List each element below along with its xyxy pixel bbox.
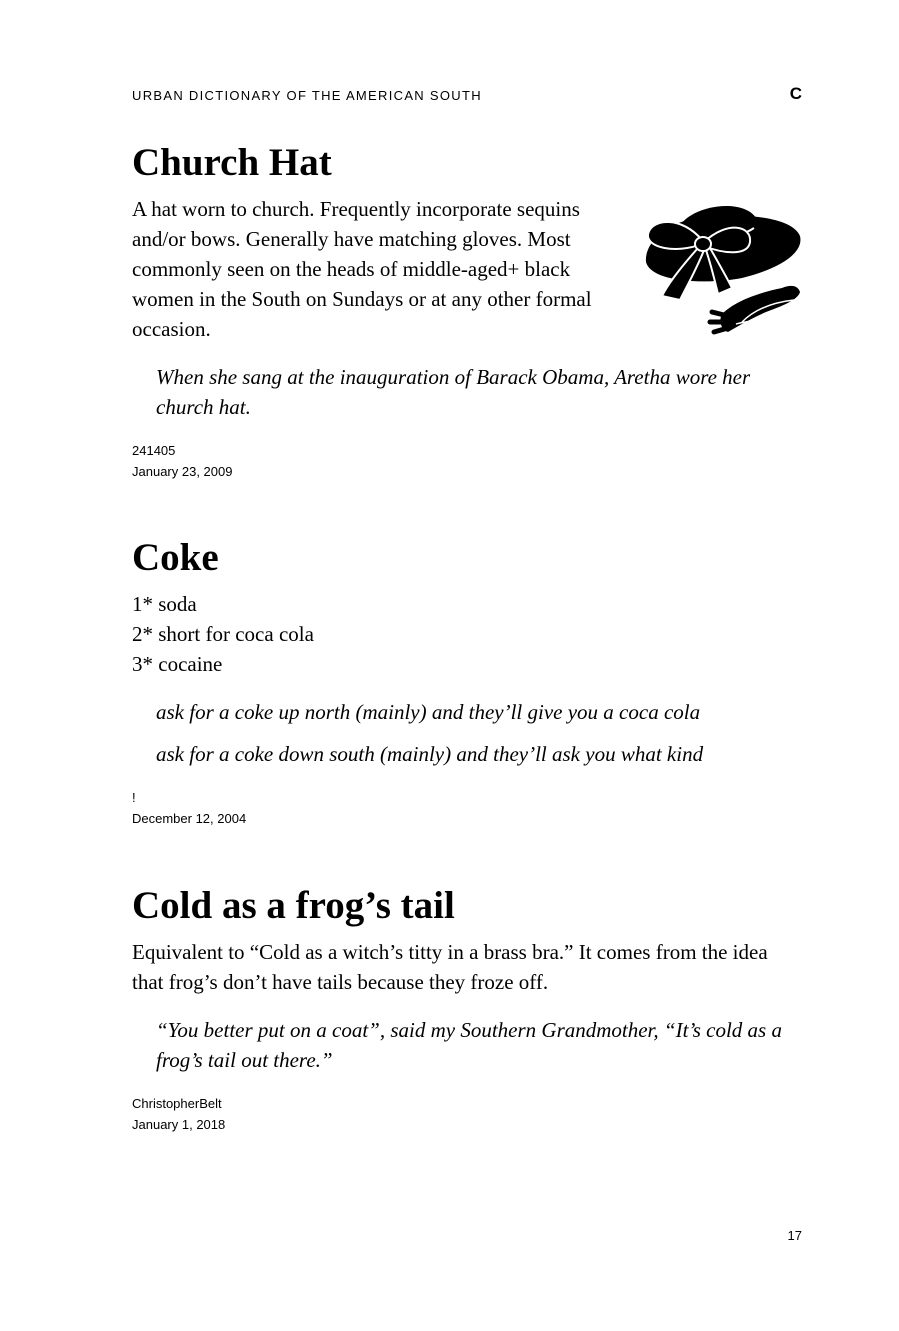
entry-author: ChristopherBelt <box>132 1096 222 1111</box>
entry-title: Coke <box>132 536 219 579</box>
dictionary-entry-church-hat <box>132 140 804 482</box>
section-letter: C <box>789 84 802 103</box>
entry-example: ask for a coke up north (mainly) and they’ll give you a coca cola <box>156 700 701 724</box>
entry-date: January 1, 2018 <box>132 1117 226 1132</box>
entry-example: “You better put on a coat”, said my Southern Grandmother, “It’s cold as a frog’s tail out there.” <box>156 1018 782 1072</box>
entry-meta <box>132 787 804 829</box>
entry-author: ! <box>132 790 136 805</box>
page-number: 17 <box>787 1228 802 1243</box>
entry-meta <box>132 1093 804 1135</box>
running-title: URBAN DICTIONARY OF THE AMERICAN SOUTH <box>132 88 482 103</box>
entry-title: Cold as a frog’s tail <box>132 884 455 927</box>
entry-meta <box>132 440 804 482</box>
entry-example: ask for a coke down south (mainly) and they’ll ask you what kind <box>156 742 704 766</box>
entry-definition <box>132 589 804 679</box>
church-hat-and-gloves-icon <box>632 196 804 336</box>
dictionary-entry-coke <box>132 535 804 829</box>
entry-date: December 12, 2004 <box>132 811 247 826</box>
entry-definition: Equivalent to “Cold as a witch’s titty in a brass bra.” It comes from the idea that frog’s don’t have tails because they froze off. <box>132 940 768 994</box>
entry-definition: A hat worn to church. Frequently incorporate sequins and/or bows. Generally have matching gloves. Most commonly seen on the heads of middle-aged+ black women in the South on Sundays or at any other formal occasion. <box>132 197 592 341</box>
running-header <box>132 84 802 106</box>
entry-title: Church Hat <box>132 141 332 184</box>
definition-line: 2* short for coca cola <box>132 622 314 646</box>
definition-line: 3* cocaine <box>132 652 223 676</box>
entry-example: When she sang at the inauguration of Barack Obama, Aretha wore her church hat. <box>156 365 751 419</box>
definition-line: 1* soda <box>132 592 197 616</box>
entry-date: January 23, 2009 <box>132 464 233 479</box>
dictionary-entry-cold-as-a-frogs-tail <box>132 883 804 1135</box>
entry-author: 241405 <box>132 443 176 458</box>
